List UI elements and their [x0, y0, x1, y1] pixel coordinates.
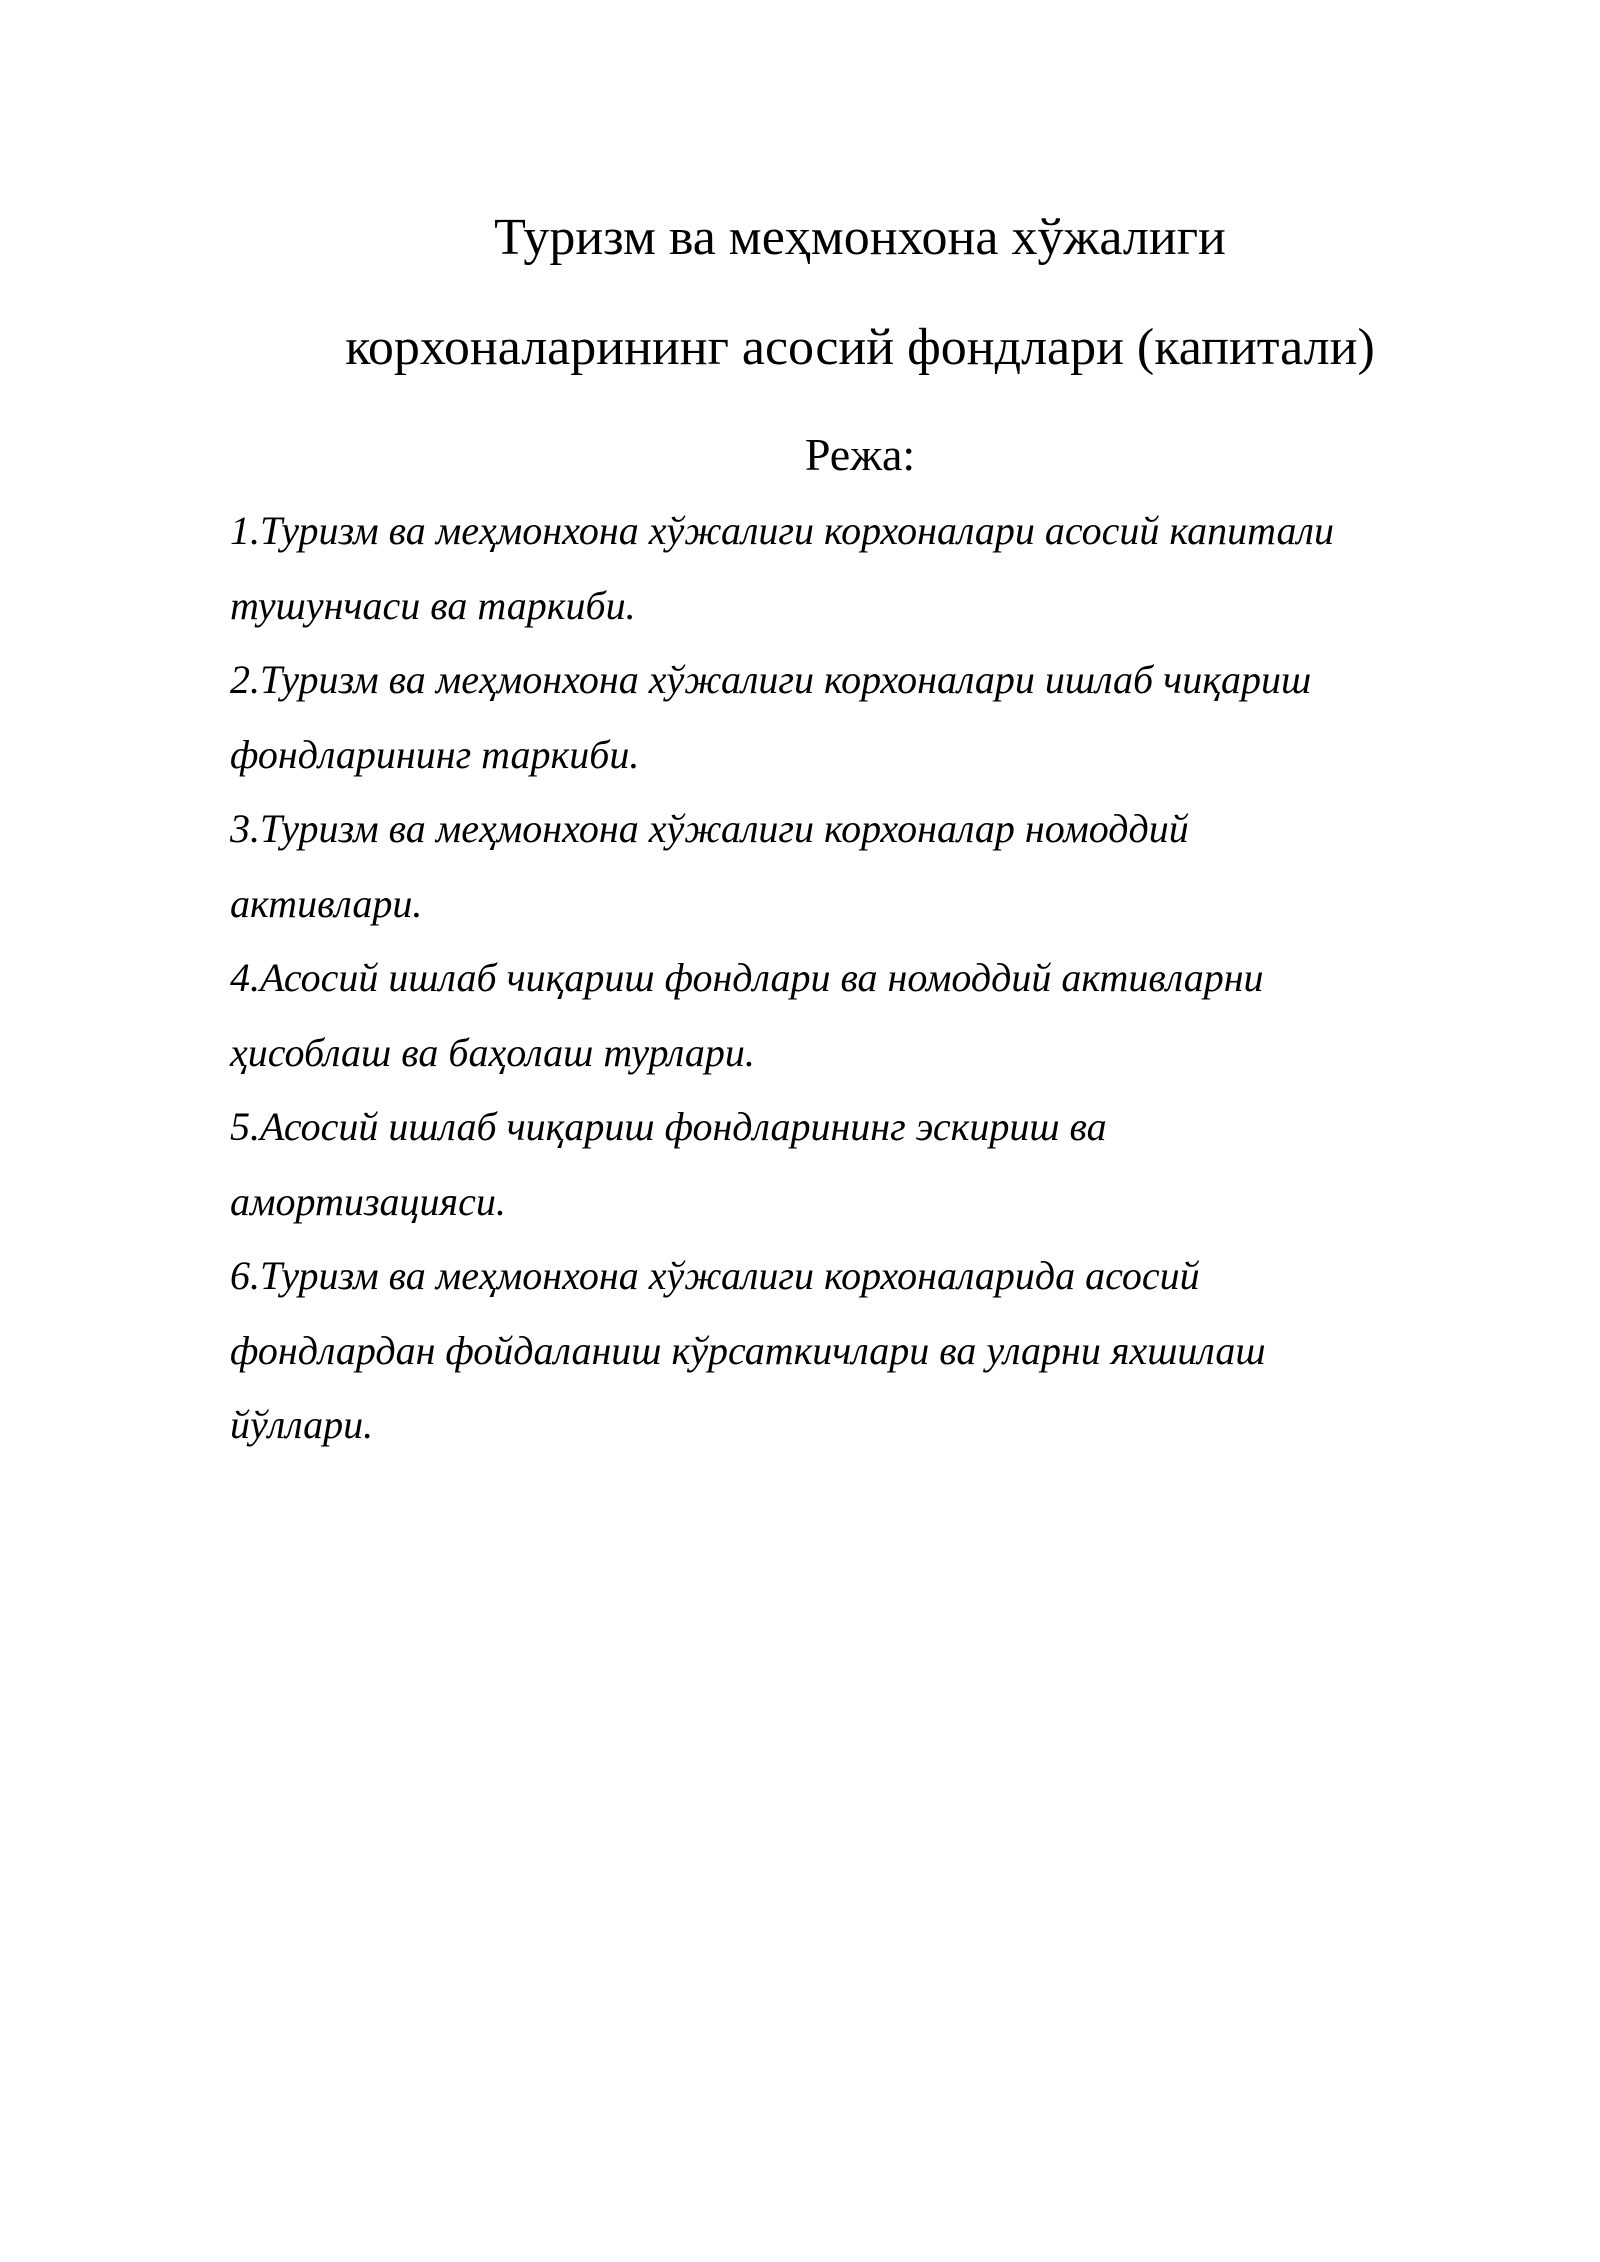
plan-line: 3.Туризм ва меҳмонхона хўжалиги корхоналар номоддий	[230, 806, 1189, 851]
plan-heading: Режа:	[804, 429, 916, 480]
plan-line: тушунчаси ва таркиби.	[230, 582, 636, 628]
plan-line: 5.Асосий ишлаб чиқариш фондларининг эскириш ва	[230, 1104, 1107, 1149]
plan-line: фондлардан фойдаланиш кўрсаткичлари ва уларни яхшилаш	[230, 1327, 1266, 1373]
plan-line: фондларининг таркиби.	[230, 731, 640, 777]
title-line-2: корхоналарининг асосий фондлари (капитали)	[345, 318, 1375, 376]
plan-line: амортизацияси.	[230, 1178, 506, 1224]
plan-line: ҳисоблаш ва баҳолаш турлари.	[230, 1029, 755, 1075]
plan-list	[230, 494, 1490, 1463]
plan-line: активлари.	[230, 880, 423, 926]
plan-line: 1.Туризм ва меҳмонхона хўжалиги корхоналари асосий капитали	[230, 508, 1334, 553]
plan-line: 6.Туризм ва меҳмонхона хўжалиги корхоналарида асосий	[230, 1253, 1200, 1298]
title-line-1: Туризм ва меҳмонхона хўжалиги	[494, 208, 1226, 266]
plan-line: 4.Асосий ишлаб чиқариш фондлари ва номоддий активларни	[230, 955, 1264, 1000]
plan-line: йўллари.	[230, 1402, 374, 1447]
plan-line: 2.Туризм ва меҳмонхона хўжалиги корхоналари ишлаб чиқариш	[230, 657, 1312, 702]
document-title	[230, 183, 1490, 403]
